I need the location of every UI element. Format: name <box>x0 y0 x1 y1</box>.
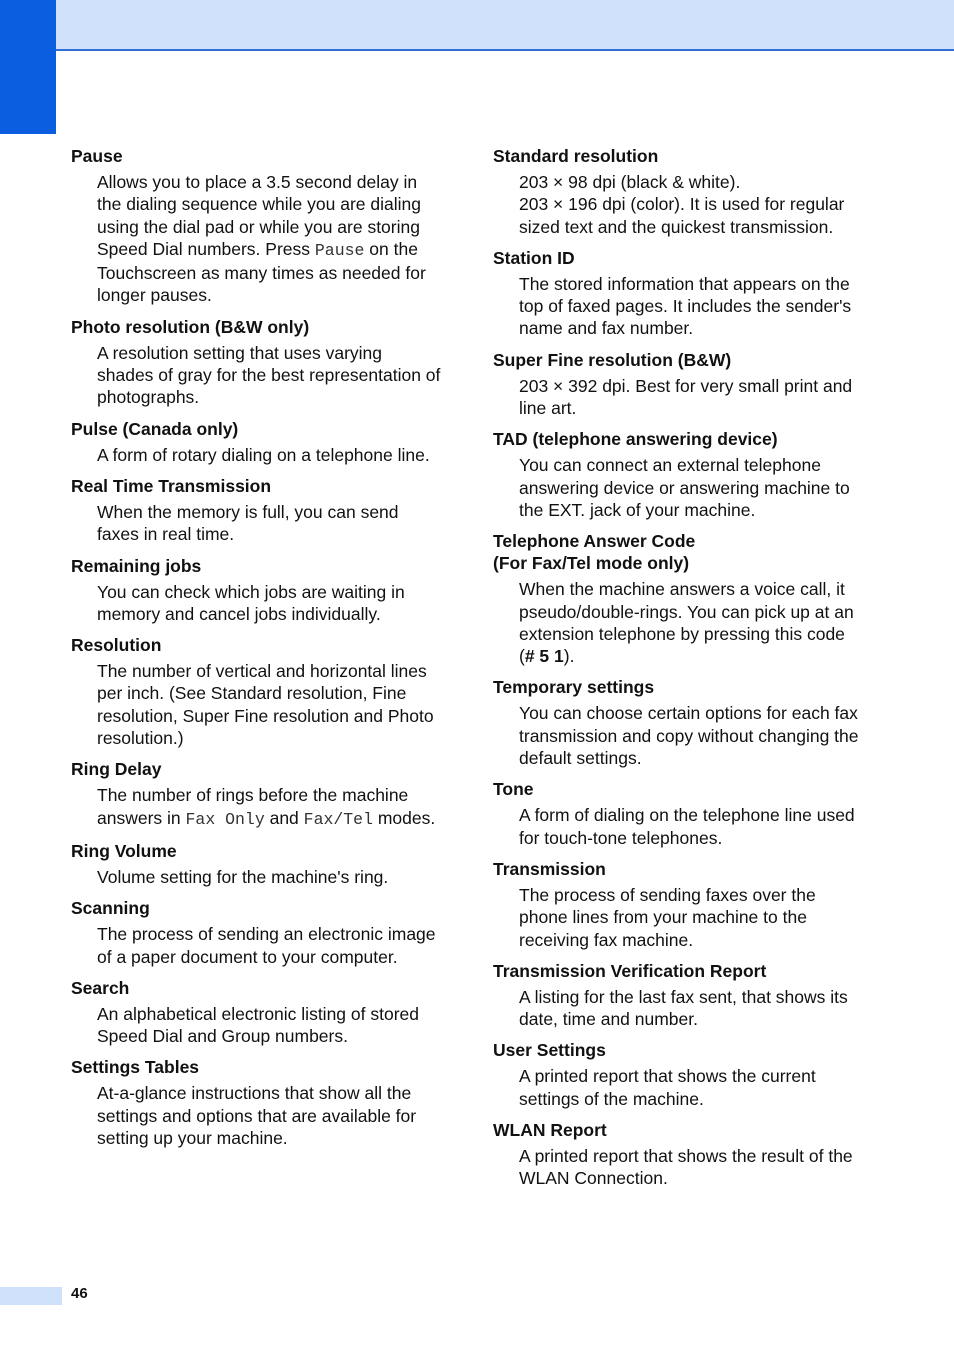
glossary-entry-standard-resolution <box>493 145 865 238</box>
glossary-entry-temporary-settings <box>493 676 865 769</box>
definition-text: You can choose certain options for each fax transmission and copy without changing the default settings. <box>519 703 859 769</box>
glossary-definition <box>97 444 443 466</box>
glossary-definition <box>519 804 865 849</box>
definition-text: The process of sending faxes over the phone lines from your machine to the receiving fax machine. <box>519 884 816 950</box>
definition-text: Volume setting for the machine's ring. <box>97 866 389 887</box>
page-number: 46 <box>71 1285 88 1302</box>
glossary-term: Telephone Answer Code <box>493 531 696 552</box>
glossary-definition <box>519 884 865 951</box>
glossary-entry-resolution <box>71 634 443 749</box>
definition-text: A printed report that shows the result of the WLAN Connection. <box>519 1146 853 1189</box>
glossary-definition <box>519 1065 865 1110</box>
definition-text: You can connect an external telephone answering device or answering machine to the EXT. jack of your machine. <box>519 455 850 520</box>
header-band <box>0 0 954 51</box>
glossary-term: Real Time Transmission <box>71 475 272 496</box>
glossary-entry-user-settings <box>493 1039 865 1110</box>
glossary-term: Transmission <box>493 858 606 879</box>
glossary-term: Photo resolution (B&W only) <box>71 316 310 337</box>
glossary-definition <box>97 1003 443 1048</box>
definition-text: You can check which jobs are waiting in memory and cancel jobs individually. <box>97 581 405 624</box>
glossary-term-subtitle: (For Fax/Tel mode only) <box>493 553 690 574</box>
glossary-entry-real-time-transmission <box>71 475 443 546</box>
glossary-entry-pause <box>71 145 443 307</box>
glossary-definition <box>519 375 865 420</box>
glossary-term: Standard resolution <box>493 146 659 166</box>
definition-text: A form of rotary dialing on a telephone line. <box>97 444 430 465</box>
glossary-term: Resolution <box>71 635 162 656</box>
glossary-term: Super Fine resolution (B&W) <box>493 349 732 370</box>
glossary-entry-remaining-jobs <box>71 555 443 626</box>
ui-label-text: Pause <box>314 240 365 260</box>
definition-text: Allows you to place a 3.5 second delay in the dialing sequence while you are dialing using the dial pad or while you are storing Speed Dial numbers. Press <box>97 172 421 259</box>
glossary-definition <box>519 702 865 769</box>
glossary-definition <box>97 923 443 968</box>
glossary-entry-tad-telephone-answering-device <box>493 428 865 521</box>
definition-text: modes. <box>372 807 436 828</box>
glossary-definition <box>97 581 443 626</box>
glossary-definition <box>97 501 443 546</box>
glossary-term: Pause <box>71 146 123 166</box>
glossary-definition <box>97 784 443 831</box>
glossary-term: Search <box>71 977 130 998</box>
glossary-definition <box>97 866 443 888</box>
definition-text: 203 × 196 dpi (color). It is used for regular sized text and the quickest transmission. <box>519 194 845 237</box>
definition-text: The number of rings before the machine answers in <box>97 785 409 828</box>
glossary-term: Station ID <box>493 247 575 268</box>
definition-text: When the memory is full, you can send faxes in real time. <box>97 501 399 545</box>
glossary-entry-photo-resolution-b-w-only <box>71 316 443 409</box>
glossary-definition <box>519 986 865 1031</box>
ui-label-text: Fax Only <box>185 809 265 829</box>
glossary-term: TAD (telephone answering device) <box>493 429 778 450</box>
glossary-definition <box>97 171 443 307</box>
definition-text: 203 × 98 dpi (black & white). <box>519 172 741 192</box>
definition-text: ). <box>563 646 575 667</box>
definition-text: and <box>264 807 304 828</box>
glossary-entry-transmission <box>493 858 865 951</box>
glossary-entry-scanning <box>71 897 443 968</box>
glossary-entry-pulse-canada-only <box>71 418 443 466</box>
glossary-term: Remaining jobs <box>71 555 202 576</box>
glossary-term: User Settings <box>493 1040 606 1061</box>
glossary-definition <box>97 342 443 409</box>
glossary-term: Tone <box>493 779 534 800</box>
glossary-entry-tone <box>493 778 865 849</box>
glossary-entry-transmission-verification-report <box>493 960 865 1031</box>
definition-text: The process of sending an electronic image of a paper document to your computer. <box>97 924 436 967</box>
chapter-tab <box>0 0 56 134</box>
glossary-term: Pulse (Canada only) <box>71 418 239 439</box>
glossary-term: Ring Volume <box>71 840 177 861</box>
glossary-term: Ring Delay <box>71 759 162 780</box>
glossary-term: Transmission Verification Report <box>493 960 767 981</box>
glossary-left-column <box>71 145 443 1158</box>
glossary-definition <box>97 1082 443 1149</box>
glossary-entry-ring-volume <box>71 840 443 888</box>
definition-text: The number of vertical and horizontal lines per inch. (See Standard resolution, Fine resolution, Super Fine resolution and Photo resolution.) <box>97 661 434 749</box>
glossary-term: Temporary settings <box>493 677 655 698</box>
definition-text: A printed report that shows the current settings of the machine. <box>519 1066 816 1109</box>
definition-text: The stored information that appears on the top of faxed pages. It includes the sender's name and fax number. <box>519 273 852 339</box>
glossary-entry-super-fine-resolution-b-w <box>493 349 865 420</box>
glossary-entry-ring-delay <box>71 758 443 831</box>
glossary-entry-settings-tables <box>71 1056 443 1149</box>
glossary-definition <box>519 273 865 340</box>
page-number-tab <box>0 1287 62 1305</box>
glossary-definition <box>519 171 865 238</box>
glossary-term: Settings Tables <box>71 1057 200 1078</box>
definition-text: At-a-glance instructions that show all the settings and options that are available for setting up your machine. <box>97 1083 417 1149</box>
ui-label-text: Fax/Tel <box>303 809 373 829</box>
glossary-definition <box>519 578 865 667</box>
glossary-definition <box>97 660 443 749</box>
glossary-entry-station-id <box>493 247 865 340</box>
glossary-right-column <box>493 145 865 1199</box>
definition-text: A resolution setting that uses varying shades of gray for the best representation of photographs. <box>97 342 441 408</box>
glossary-term: WLAN Report <box>493 1120 607 1141</box>
definition-text: An alphabetical electronic listing of stored Speed Dial and Group numbers. <box>97 1003 419 1047</box>
glossary-definition <box>519 454 865 521</box>
glossary-entry-wlan-report <box>493 1119 865 1190</box>
definition-text: A listing for the last fax sent, that shows its date, time and number. <box>519 986 848 1030</box>
glossary-term: Scanning <box>71 898 150 919</box>
glossary-entry-telephone-answer-code <box>493 530 865 667</box>
code-text: # 5 1 <box>524 646 564 667</box>
definition-text: on the Touchscreen as many times as needed for longer pauses. <box>97 238 426 306</box>
definition-text: 203 × 392 dpi. Best for very small print and line art. <box>519 375 853 419</box>
glossary-definition <box>519 1145 865 1190</box>
definition-text: A form of dialing on the telephone line used for touch-tone telephones. <box>519 805 855 848</box>
glossary-entry-search <box>71 977 443 1048</box>
definition-text: When the machine answers a voice call, it pseudo/double-rings. You can pick up at an extension telephone by pressing this code ( <box>519 579 854 667</box>
